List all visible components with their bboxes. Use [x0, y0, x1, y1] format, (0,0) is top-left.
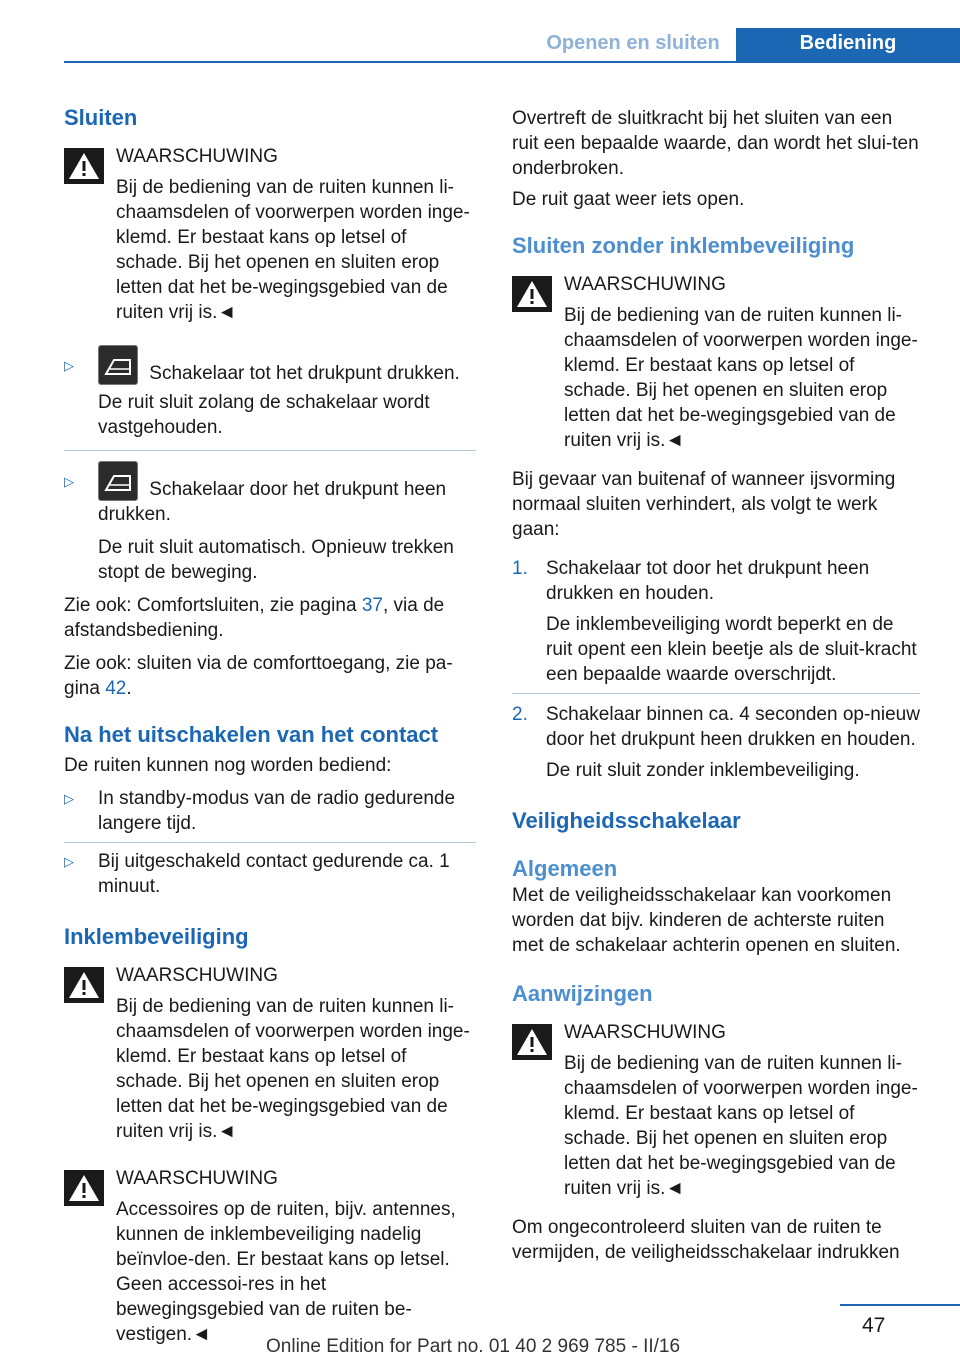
- warning-triangle-icon: [512, 1024, 552, 1060]
- heading-algemeen: Algemeen: [512, 856, 618, 881]
- header-section-title: Openen en sluiten: [546, 32, 720, 54]
- warning-text: Bij de bediening van de ruiten kunnen li-chaamsdelen of voorwerpen worden inge-klemd. Er bestaat kans op letsel of schade. Bij het openen en sluiten erop letten dat het be-wegingsgebied van de ruiten vrij is.◄: [116, 996, 470, 1142]
- list-item-subtext: De ruit sluit zonder inklembeveiliging.: [546, 760, 860, 781]
- list-number: 1.: [512, 558, 528, 579]
- list-item: [64, 786, 476, 843]
- list-item: [64, 461, 476, 589]
- footer-rule: [840, 1304, 960, 1306]
- list-number: 2.: [512, 704, 528, 725]
- bullet-triangle-icon: ▷: [64, 474, 74, 489]
- right-column: [512, 100, 920, 1265]
- list-item-text: Schakelaar binnen ca. 4 seconden op-nieuw door het drukpunt heen drukken en houden.: [546, 704, 920, 750]
- paragraph: Met de veiligheidsschakelaar kan voorkomen worden dat bijv. kinderen de achterste ruiten met de schakelaar achterin openen en sluiten.: [512, 885, 901, 956]
- heading-contact: Na het uitschakelen van het contact: [64, 722, 439, 747]
- heading-sluiten-zonder: Sluiten zonder inklembeveiliging: [512, 233, 855, 258]
- footer-edition: Online Edition for Part no. 01 40 2 969 785 - II/16: [266, 1336, 681, 1357]
- warning-triangle-icon: [64, 148, 104, 184]
- warning-title: WAARSCHUWING: [116, 146, 278, 167]
- warning-text: Bij de bediening van de ruiten kunnen li-chaamsdelen of voorwerpen worden inge-klemd. Er bestaat kans op letsel of schade. Bij het openen en sluiten erop letten dat het be-wegingsgebied van de ruiten vrij is.◄: [116, 177, 470, 323]
- paragraph: Bij gevaar van buitenaf of wanneer ijsvorming normaal sluiten verhindert, als volgt te werk gaan:: [512, 469, 896, 540]
- window-switch-icon: [98, 461, 138, 501]
- warning-title: WAARSCHUWING: [116, 965, 278, 986]
- warning-block: [64, 136, 476, 325]
- warning-text: Bij de bediening van de ruiten kunnen li-chaamsdelen of voorwerpen worden inge-klemd. Er bestaat kans op letsel of schade. Bij het openen en sluiten erop letten dat het be-wegingsgebied van de ruiten vrij is.◄: [564, 1053, 918, 1199]
- warning-block: [64, 955, 476, 1144]
- warning-title: WAARSCHUWING: [564, 1022, 726, 1043]
- numbered-item: [512, 556, 920, 694]
- paragraph: De ruit gaat weer iets open.: [512, 189, 745, 210]
- heading-aanwijzingen: Aanwijzingen: [512, 981, 653, 1006]
- paragraph: Om ongecontroleerd sluiten van de ruiten te vermijden, de veiligheidsschakelaar indrukken: [512, 1217, 900, 1263]
- page-number: 47: [862, 1314, 886, 1337]
- page-link-37[interactable]: 37: [361, 595, 383, 616]
- warning-triangle-icon: [64, 967, 104, 1003]
- bullet-triangle-icon: ▷: [64, 791, 74, 806]
- paragraph: Overtreft de sluitkracht bij het sluiten van een ruit een bepaalde waarde, dan wordt het slui-ten onderbroken.: [512, 108, 919, 179]
- contact-intro: De ruiten kunnen nog worden bediend:: [64, 755, 392, 776]
- see-also-text: Zie ook: sluiten via de comforttoegang, zie pa-gina 42.: [64, 653, 453, 699]
- list-item-text: Schakelaar tot door het drukpunt heen drukken en houden.: [546, 558, 870, 604]
- heading-sluiten: Sluiten: [64, 105, 138, 130]
- warning-triangle-icon: [64, 1170, 104, 1206]
- list-item-subtext: De ruit sluit zolang de schakelaar wordt vastgehouden.: [98, 392, 430, 438]
- list-item-subtext: De ruit sluit automatisch. Opnieuw trekken stopt de beweging.: [98, 537, 454, 583]
- warning-title: WAARSCHUWING: [116, 1168, 278, 1189]
- warning-text: Bij de bediening van de ruiten kunnen li-chaamsdelen of voorwerpen worden inge-klemd. Er bestaat kans op letsel of schade. Bij het openen en sluiten erop letten dat het be-wegingsgebied van de ruiten vrij is.◄: [564, 305, 918, 451]
- warning-block: [512, 264, 920, 453]
- list-item: [64, 345, 476, 451]
- left-column: [64, 100, 476, 1347]
- warning-text: Accessoires op de ruiten, bijv. antennes, kunnen de inklembeveiliging nadelig beïnvloe-den. Er bestaat kans op letsel. Geen accessoi-res in het bewegingsgebied van de ruiten be-vestigen.◄: [116, 1199, 456, 1345]
- warning-triangle-icon: [512, 276, 552, 312]
- header-rule: [64, 61, 960, 63]
- list-item-text: In standby-modus van de radio gedurende langere tijd.: [98, 788, 456, 834]
- page-link-42[interactable]: 42: [105, 678, 127, 699]
- list-item-text: Bij uitgeschakeld contact gedurende ca. 1 minuut.: [98, 851, 450, 897]
- warning-block: [64, 1158, 476, 1347]
- header-chapter-tab: Bediening: [736, 28, 960, 62]
- numbered-item: [512, 702, 920, 783]
- bullet-triangle-icon: ▷: [64, 854, 74, 869]
- warning-title: WAARSCHUWING: [564, 274, 726, 295]
- see-also-text: Zie ook: Comfortsluiten, zie pagina 37, via de afstandsbediening.: [64, 595, 445, 641]
- heading-inklembeveiliging: Inklembeveiliging: [64, 924, 249, 949]
- bullet-triangle-icon: ▷: [64, 358, 74, 373]
- list-item: [64, 849, 476, 899]
- list-item-subtext: De inklembeveiliging wordt beperkt en de ruit opent een klein beetje als de sluit-kracht een bepaalde waarde overschrijdt.: [546, 614, 917, 685]
- warning-block: [512, 1012, 920, 1201]
- list-item-text: Schakelaar tot het drukpunt drukken.: [98, 345, 476, 386]
- window-switch-icon: [98, 345, 138, 385]
- list-item-text: Schakelaar door het drukpunt heen drukken.: [98, 461, 476, 527]
- heading-veiligheidsschakelaar: Veiligheidsschakelaar: [512, 808, 741, 833]
